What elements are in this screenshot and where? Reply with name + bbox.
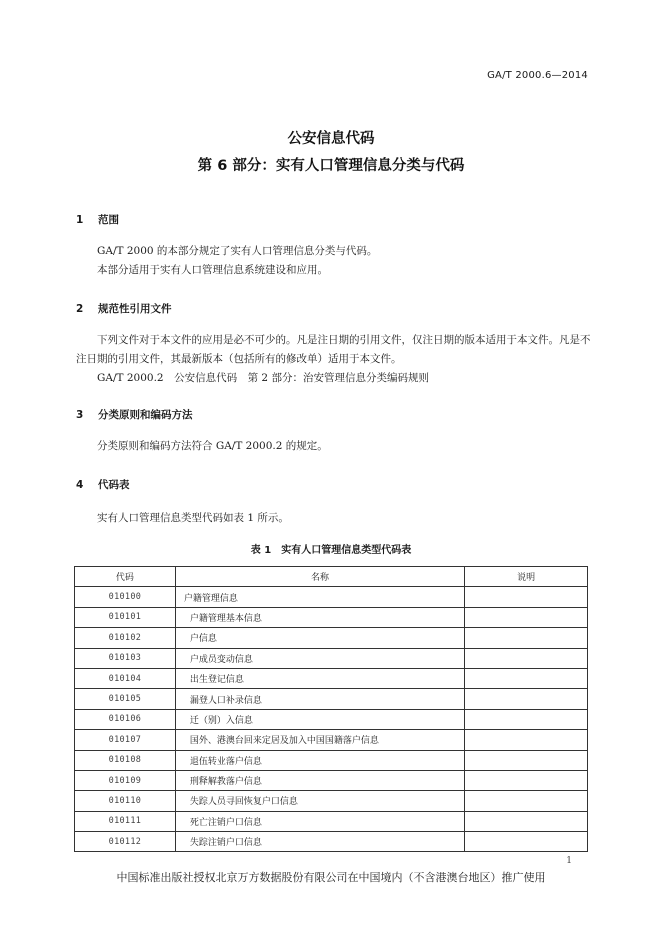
table-row [75, 648, 588, 668]
section-number: 1 [76, 214, 84, 226]
name-cell: 漏登人口补录信息 [175, 689, 464, 709]
code-cell: 010111 [75, 811, 176, 831]
note-cell [465, 648, 588, 668]
column-header-note: 说明 [465, 567, 588, 587]
standard-number: GA/T 2000.6—2014 [487, 70, 588, 81]
paragraph: 分类原则和编码方法符合 GA/T 2000.2 的规定。 [97, 440, 328, 452]
section-4-heading [76, 477, 130, 492]
page-number: 1 [566, 856, 572, 866]
name-cell: 出生登记信息 [175, 668, 464, 688]
table-row [75, 811, 588, 831]
section-number: 3 [76, 409, 84, 421]
code-cell: 010107 [75, 730, 176, 750]
note-cell [465, 668, 588, 688]
section-title: 范围 [98, 214, 119, 226]
document-title: 公安信息代码 [287, 131, 375, 147]
column-header-code: 代码 [75, 567, 176, 587]
code-cell: 010110 [75, 791, 176, 811]
name-cell: 死亡注销户口信息 [175, 811, 464, 831]
note-cell [465, 628, 588, 648]
name-cell: 户籍管理信息 [175, 587, 464, 607]
document-subtitle: 第 6 部分：实有人口管理信息分类与代码 [197, 158, 465, 174]
note-cell [465, 730, 588, 750]
name-cell: 迁（别）入信息 [175, 709, 464, 729]
note-cell [465, 832, 588, 852]
table-header-row [75, 567, 588, 587]
section-3-heading [76, 407, 193, 422]
table-row [75, 709, 588, 729]
note-cell [465, 607, 588, 627]
table-row [75, 668, 588, 688]
section-1-heading [76, 212, 119, 227]
table-row [75, 628, 588, 648]
note-cell [465, 587, 588, 607]
paragraph: 实有人口管理信息类型代码如表 1 所示。 [97, 512, 289, 524]
name-cell: 失踪注销户口信息 [175, 832, 464, 852]
note-cell [465, 770, 588, 790]
column-header-name: 名称 [175, 567, 464, 587]
code-cell: 010112 [75, 832, 176, 852]
section-2-heading [76, 301, 172, 316]
table-row [75, 832, 588, 852]
name-cell: 户籍管理基本信息 [175, 607, 464, 627]
paragraph: 本部分适用于实有人口管理信息系统建设和应用。 [97, 264, 328, 276]
note-cell [465, 709, 588, 729]
name-cell: 户成员变动信息 [175, 648, 464, 668]
normative-reference: GA/T 2000.2 公安信息代码 第 2 部分：治安管理信息分类编码规则 [97, 372, 429, 384]
code-table [74, 566, 588, 852]
table-row [75, 607, 588, 627]
code-cell: 010101 [75, 607, 176, 627]
section-title: 分类原则和编码方法 [98, 409, 193, 421]
code-cell: 010106 [75, 709, 176, 729]
table-row [75, 730, 588, 750]
note-cell [465, 689, 588, 709]
code-cell: 010109 [75, 770, 176, 790]
code-cell: 010103 [75, 648, 176, 668]
name-cell: 失踪人员寻回恢复户口信息 [175, 791, 464, 811]
code-cell: 010104 [75, 668, 176, 688]
paragraph: GA/T 2000 的本部分规定了实有人口管理信息分类与代码。 [97, 245, 378, 257]
name-cell: 户信息 [175, 628, 464, 648]
table-row [75, 689, 588, 709]
table-row [75, 791, 588, 811]
table-row [75, 587, 588, 607]
table-row [75, 750, 588, 770]
section-title: 规范性引用文件 [98, 303, 172, 315]
code-cell: 010100 [75, 587, 176, 607]
note-cell [465, 791, 588, 811]
code-cell: 010102 [75, 628, 176, 648]
table-row [75, 770, 588, 790]
section-title: 代码表 [98, 479, 130, 491]
code-cell: 010105 [75, 689, 176, 709]
section-number: 2 [76, 303, 84, 315]
name-cell: 国外、港澳台回来定居及加入中国国籍落户信息 [175, 730, 464, 750]
note-cell [465, 750, 588, 770]
section-number: 4 [76, 479, 84, 491]
table-caption: 表 1 实有人口管理信息类型代码表 [250, 545, 412, 556]
code-cell: 010108 [75, 750, 176, 770]
name-cell: 退伍转业落户信息 [175, 750, 464, 770]
note-cell [465, 811, 588, 831]
paragraph: 下列文件对于本文件的应用是必不可少的。凡是注日期的引用文件，仅注日期的版本适用于本文件。凡是不注日期的引用文件，其最新版本（包括所有的修改单）适用于本文件。 [76, 334, 591, 365]
footer-notice: 中国标准出版社授权北京万方数据股份有限公司在中国境内（不含港澳台地区）推广使用 [116, 871, 546, 884]
name-cell: 刑释解教落户信息 [175, 770, 464, 790]
